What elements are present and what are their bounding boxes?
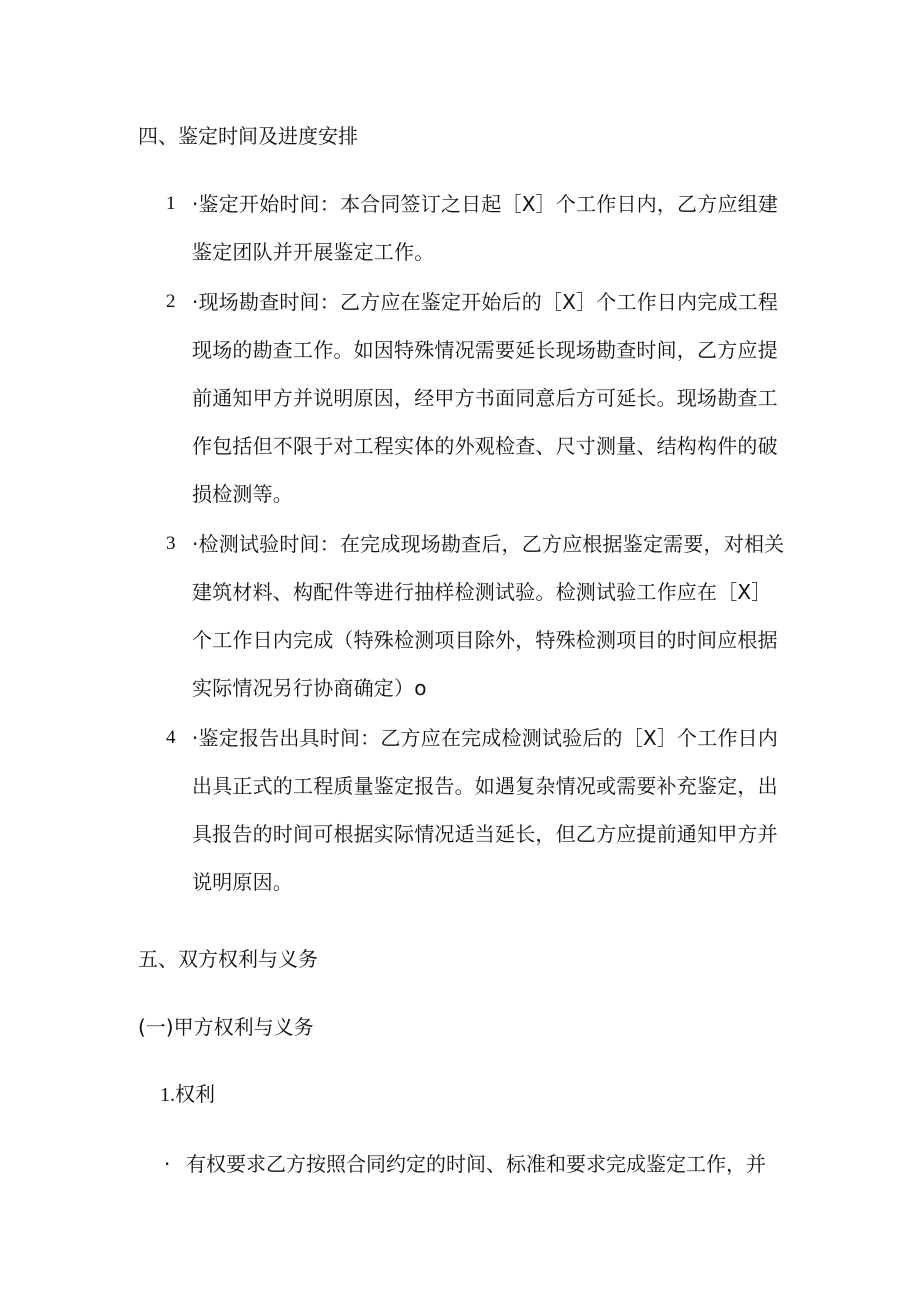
item-2-line-4: 作包括但不限于对工程实体的外观检查、尺寸测量、结构构件的破: [192, 434, 778, 458]
item-3-line-3: 个工作日内完成（特殊检测项目除外，特殊检测项目的时间应根据: [192, 628, 778, 652]
bullet-text: 有权要求乙方按照合同约定的时间、标准和要求完成鉴定工作，并: [186, 1152, 766, 1176]
section-5-heading: 五、双方权利与义务: [138, 947, 318, 971]
item-3-number: 3: [166, 533, 176, 554]
item-1-line-2: 鉴定团队并开展鉴定工作。: [192, 240, 435, 264]
item-2-line-5: 损检测等。: [192, 482, 293, 506]
item-3-line-1: ·检测试验时间：在完成现场勘查后，乙方应根据鉴定需要，对相关: [192, 532, 785, 556]
item-2-line-2: 现场的勘查工作。如因特殊情况需要延长现场勘查时间，乙方应提: [192, 338, 778, 362]
item-4-number: 4: [166, 727, 176, 748]
bullet-marker: ·: [164, 1152, 171, 1176]
item-4-line-3: 具报告的时间可根据实际情况适当延长，但乙方应提前通知甲方并: [192, 822, 778, 846]
rights-number: 1.: [160, 1084, 175, 1106]
section-4-heading: 四、鉴定时间及进度安排: [138, 124, 358, 148]
item-1-line-1: ·鉴定开始时间：本合同签订之日起［X］个工作日内，乙方应组建: [192, 192, 779, 216]
subsection-heading: (一)甲方权利与义务: [138, 1015, 314, 1039]
item-4-line-2: 出具正式的工程质量鉴定报告。如遇复杂情况或需要补充鉴定，出: [192, 774, 778, 798]
item-2-line-1: ·现场勘查时间：乙方应在鉴定开始后的［X］个工作日内完成工程: [192, 290, 779, 314]
item-1-number: 1: [166, 193, 176, 214]
item-3-line-2: 建筑材料、构配件等进行抽样检测试验。检测试验工作应在［X］: [192, 580, 772, 604]
rights-heading: [160, 1080, 215, 1109]
item-2-number: 2: [166, 291, 176, 312]
item-4-line-4: 说明原因。: [192, 870, 293, 894]
item-3-line-4: 实际情况另行协商确定）o: [192, 676, 427, 700]
rights-label: 权利: [175, 1082, 215, 1106]
item-4-line-1: ·鉴定报告出具时间：乙方应在完成检测试验后的［X］个工作日内: [192, 726, 779, 750]
item-2-line-3: 前通知甲方并说明原因，经甲方书面同意后方可延长。现场勘查工: [192, 386, 778, 410]
